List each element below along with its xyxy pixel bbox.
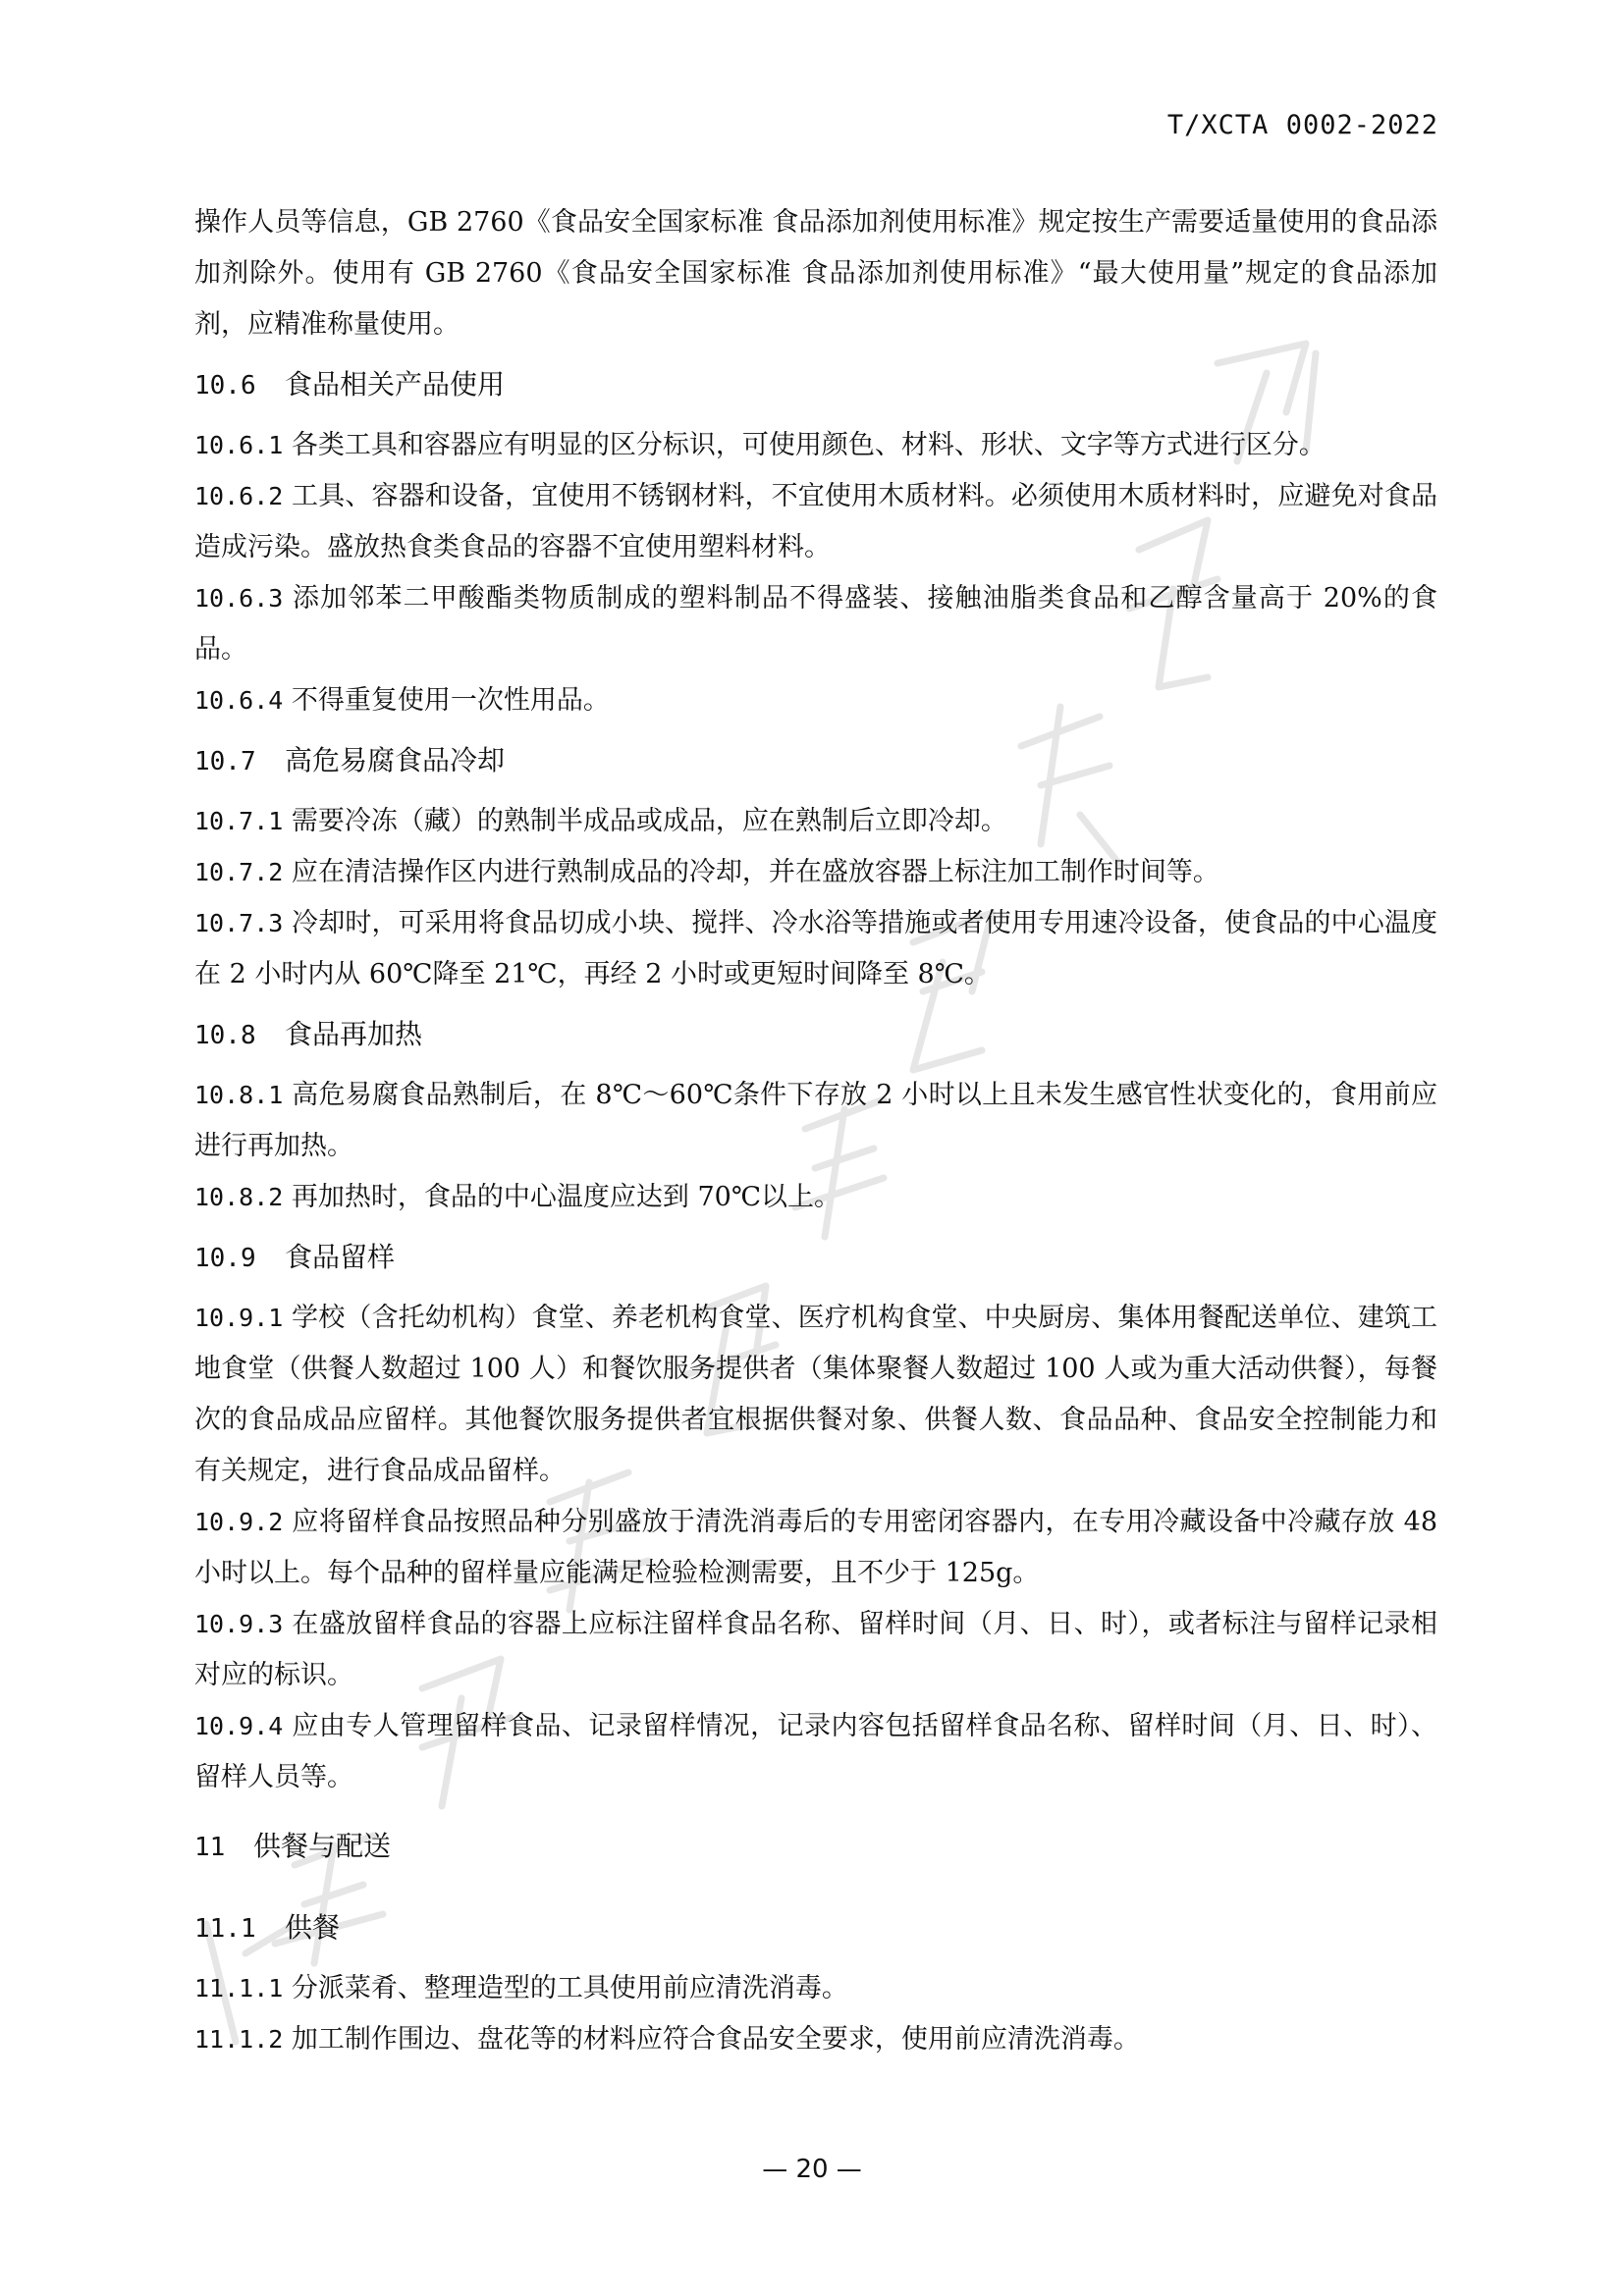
paragraph-continuation: 操作人员等信息，GB 2760《食品安全国家标准 食品添加剂使用标准》规定按生产需要适量使用的食品添加剂除外。使用有 GB 2760《食品安全国家标准 食品添加剂使用标准》“最大使用量”规定的食品添加剂，应精准称量使用。 xyxy=(194,207,1437,340)
clause-number: 10.6.2 xyxy=(194,482,284,510)
section-10-8-heading xyxy=(194,1009,1437,1061)
clause-10-9-3 xyxy=(194,1599,1437,1701)
section-number: 10.9 xyxy=(194,1244,256,1273)
clause-number: 10.6.1 xyxy=(194,431,284,459)
clause-10-7-1 xyxy=(194,796,1437,847)
section-title: 供餐 xyxy=(285,1911,341,1944)
clause-number: 10.7.3 xyxy=(194,909,284,937)
section-number: 10.8 xyxy=(194,1021,256,1050)
clause-10-9-1 xyxy=(194,1293,1437,1497)
clause-number: 10.8.2 xyxy=(194,1183,284,1211)
clause-text: 应将留样食品按照品种分别盛放于清洗消毒后的专用密闭容器内，在专用冷藏设备中冷藏存放 48 小时以上。每个品种的留样量应能满足检验检测需要，且不少于 125g。 xyxy=(194,1507,1437,1588)
clause-10-6-4 xyxy=(194,675,1437,726)
section-title: 高危易腐食品冷却 xyxy=(285,744,506,776)
clause-text: 分派菜肴、整理造型的工具使用前应清洗消毒。 xyxy=(291,1973,848,2003)
clause-11-1-2 xyxy=(194,2014,1437,2065)
section-number: 10.7 xyxy=(194,747,256,776)
clause-text: 再加热时，食品的中心温度应达到 70℃以上。 xyxy=(291,1182,841,1212)
clause-10-6-3 xyxy=(194,573,1437,675)
page-number: — 20 — xyxy=(762,2155,862,2184)
clause-text: 学校（含托幼机构）食堂、养老机构食堂、医疗机构食堂、中央厨房、集体用餐配送单位、建筑工地食堂（供餐人数超过 100 人）和餐饮服务提供者（集体聚餐人数超过 100 人或为重大活动供餐），每餐次的食品成品应留样。其他餐饮服务提供者宜根据供餐对象、供餐人数、食品品种、食品安全控制能力和有关规定，进行食品成品留样。 xyxy=(194,1303,1437,1486)
section-10-7-heading xyxy=(194,735,1437,787)
clause-text: 在盛放留样食品的容器上应标注留样食品名称、留样时间（月、日、时），或者标注与留样记录相对应的标识。 xyxy=(194,1609,1437,1690)
clause-10-7-2 xyxy=(194,847,1437,898)
clause-text: 加工制作围边、盘花等的材料应符合食品安全要求，使用前应清洗消毒。 xyxy=(291,2024,1140,2055)
clause-number: 10.7.1 xyxy=(194,807,284,835)
clause-number: 10.9.4 xyxy=(194,1712,284,1740)
document-body xyxy=(194,197,1437,2065)
clause-number: 10.6.4 xyxy=(194,686,284,715)
clause-number: 10.9.1 xyxy=(194,1304,284,1332)
clause-text: 添加邻苯二甲酸酯类物质制成的塑料制品不得盛装、接触油脂类食品和乙醇含量高于 20%的食品。 xyxy=(194,583,1437,665)
section-number: 10.6 xyxy=(194,371,256,400)
section-10-9-heading xyxy=(194,1232,1437,1284)
clause-text: 应在清洁操作区内进行熟制成品的冷却，并在盛放容器上标注加工制作时间等。 xyxy=(291,857,1219,887)
clause-11-1-1 xyxy=(194,1963,1437,2014)
clause-10-6-1 xyxy=(194,420,1437,471)
clause-text: 工具、容器和设备，宜使用不锈钢材料，不宜使用木质材料。必须使用木质材料时，应避免对食品造成污染。盛放热食类食品的容器不宜使用塑料材料。 xyxy=(194,481,1437,562)
section-number: 11 xyxy=(194,1833,226,1862)
section-number: 11.1 xyxy=(194,1914,256,1944)
clause-text: 高危易腐食品熟制后，在 8℃～60℃条件下存放 2 小时以上且未发生感官性状变化的，食用前应进行再加热。 xyxy=(194,1080,1437,1161)
clause-text: 应由专人管理留样食品、记录留样情况，记录内容包括留样食品名称、留样时间（月、日、时）、留样人员等。 xyxy=(194,1711,1437,1792)
standard-code: T/XCTA 0002-2022 xyxy=(1166,110,1438,140)
clause-text: 不得重复使用一次性用品。 xyxy=(291,685,610,716)
clause-10-8-1 xyxy=(194,1070,1437,1172)
clause-number: 10.6.3 xyxy=(194,584,284,613)
clause-10-6-2 xyxy=(194,471,1437,573)
clause-number: 10.7.2 xyxy=(194,858,284,886)
clause-10-7-3 xyxy=(194,898,1437,1000)
section-11-heading xyxy=(194,1821,1437,1873)
clause-text: 需要冷冻（藏）的熟制半成品或成品，应在熟制后立即冷却。 xyxy=(291,806,1007,836)
clause-10-8-2 xyxy=(194,1172,1437,1223)
clause-10-9-4 xyxy=(194,1701,1437,1803)
section-10-6-heading xyxy=(194,359,1437,411)
section-title: 食品相关产品使用 xyxy=(285,368,506,400)
clause-number: 10.9.3 xyxy=(194,1610,284,1638)
clause-text: 各类工具和容器应有明显的区分标识，可使用颜色、材料、形状、文字等方式进行区分。 xyxy=(291,430,1326,460)
clause-number: 10.8.1 xyxy=(194,1081,284,1109)
clause-text: 冷却时，可采用将食品切成小块、搅拌、冷水浴等措施或者使用专用速冷设备，使食品的中心温度在 2 小时内从 60℃降至 21℃，再经 2 小时或更短时间降至 8℃。 xyxy=(194,908,1437,989)
section-title: 食品留样 xyxy=(285,1241,396,1273)
clause-10-9-2 xyxy=(194,1497,1437,1599)
section-11-1-heading xyxy=(194,1902,1437,1954)
clause-number: 10.9.2 xyxy=(194,1508,284,1536)
clause-number: 11.1.1 xyxy=(194,1974,284,2002)
section-title: 食品再加热 xyxy=(285,1018,423,1050)
clause-number: 11.1.2 xyxy=(194,2025,284,2054)
section-title: 供餐与配送 xyxy=(253,1830,392,1862)
